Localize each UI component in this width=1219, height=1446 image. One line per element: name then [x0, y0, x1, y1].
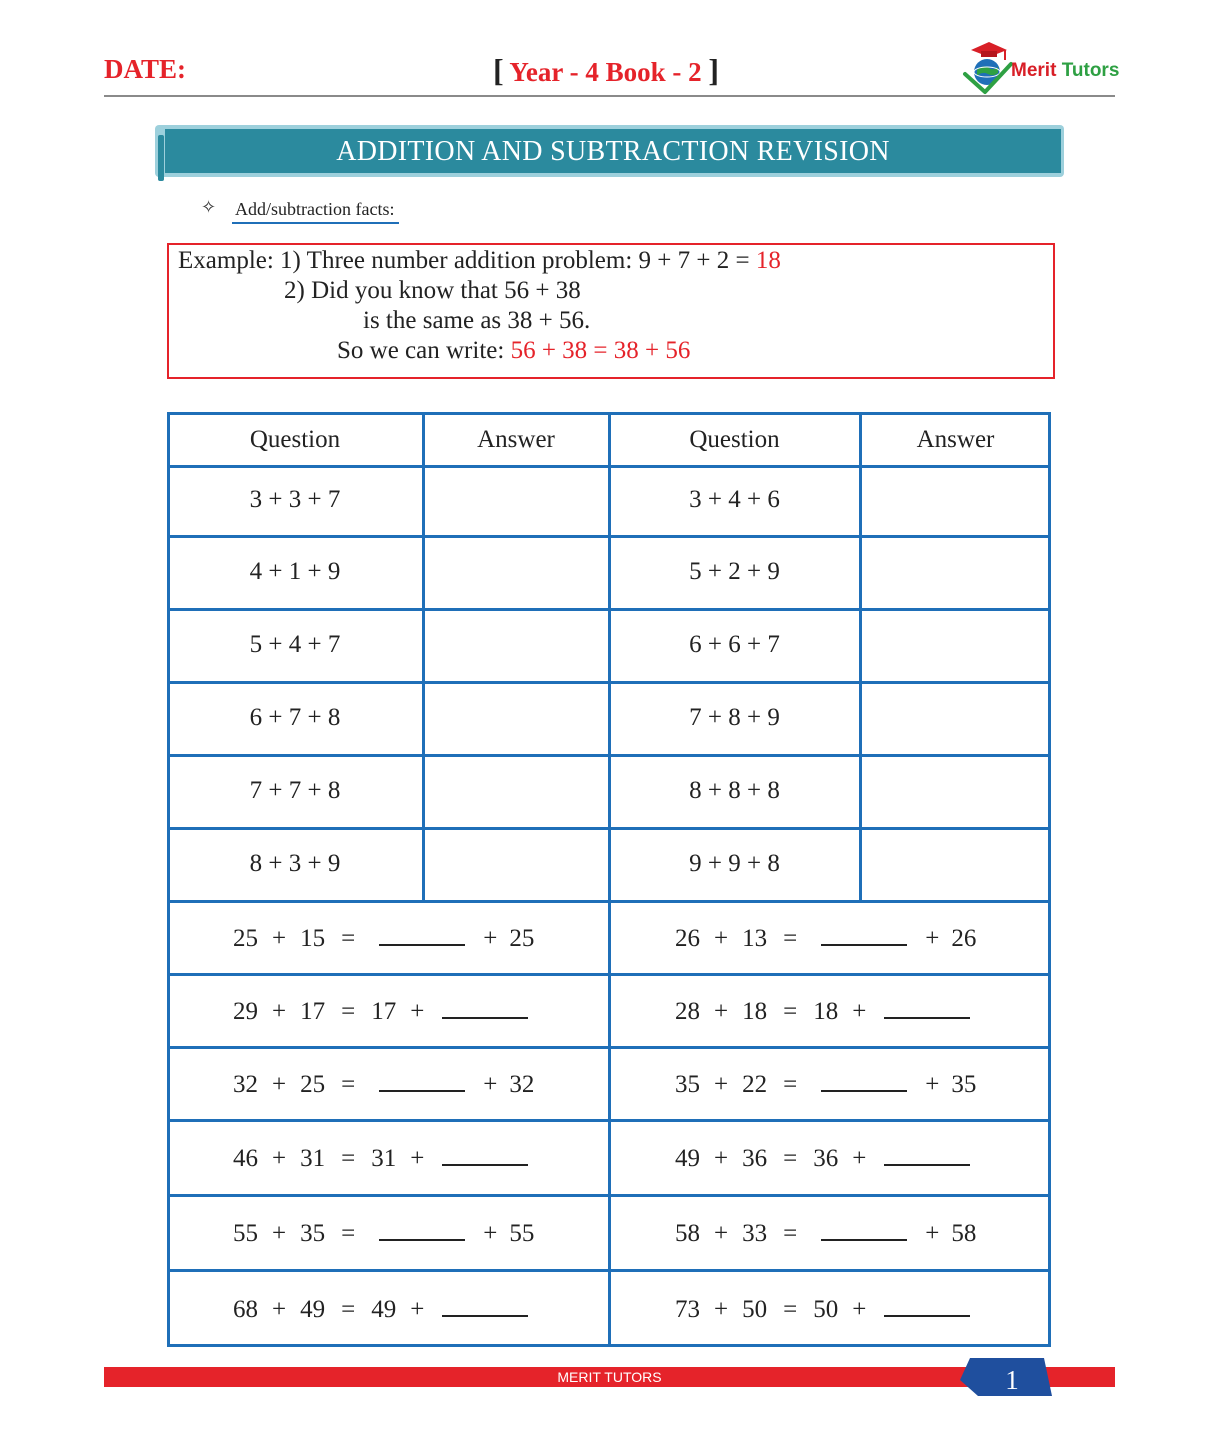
addend: 36: [813, 1144, 839, 1172]
addend: 26: [951, 924, 977, 952]
addend: 15: [300, 924, 326, 952]
answer-cell[interactable]: [425, 538, 608, 607]
addend: 50: [813, 1295, 839, 1323]
table-header-answer: Answer: [477, 426, 555, 453]
answer-cell[interactable]: [425, 684, 608, 753]
answer-cell[interactable]: [862, 830, 1050, 899]
date-label: DATE:: [104, 54, 187, 84]
addend: 25: [233, 924, 258, 952]
answer-cell[interactable]: [425, 611, 608, 680]
answer-blank[interactable]: [821, 922, 907, 946]
question-cell: 5 + 2 + 9: [689, 557, 780, 585]
commutative-equation: [233, 922, 534, 953]
addend: 25: [300, 1070, 326, 1098]
equals-sign: =: [783, 1219, 798, 1247]
answer-blank[interactable]: [821, 1217, 907, 1241]
bullet-star-icon: ✧: [201, 197, 217, 217]
example-line-1-text: Example: 1) Three number addition problem: 9 + 7 + 2 =: [178, 247, 756, 274]
question-cell: 8 + 8 + 8: [689, 776, 780, 804]
plus-sign: +: [714, 1144, 729, 1172]
example-line-4-answer: 56 + 38 = 38 + 56: [510, 337, 691, 364]
page-number: 1: [1005, 1365, 1019, 1395]
question-cell: 4 + 1 + 9: [249, 557, 341, 585]
header-divider: [104, 95, 1115, 97]
section-banner-title: ADDITION AND SUBTRACTION REVISION: [165, 129, 1061, 173]
addend: 22: [742, 1070, 768, 1098]
logo-word-tutors: Tutors: [1061, 60, 1120, 81]
commutative-equation: [675, 1217, 976, 1248]
plus-sign: +: [925, 1070, 940, 1098]
answer-blank[interactable]: [379, 1068, 465, 1092]
addend: 33: [742, 1219, 768, 1247]
commutative-equation: [675, 1142, 970, 1173]
addend: 73: [675, 1295, 700, 1323]
addend: 17: [371, 997, 397, 1025]
addend: 18: [742, 997, 768, 1025]
equals-sign: =: [341, 924, 356, 952]
addend: 58: [675, 1219, 700, 1247]
logo-text: [1011, 60, 1119, 82]
page-number-badge: [960, 1358, 1052, 1396]
addend: 29: [233, 997, 258, 1025]
graduation-globe-icon: [961, 40, 1013, 96]
answer-blank[interactable]: [884, 1293, 970, 1317]
answer-cell[interactable]: [425, 757, 608, 826]
equals-sign: =: [341, 1219, 356, 1247]
bracket-close: ]: [708, 52, 720, 88]
question-cell: 9 + 9 + 8: [689, 849, 780, 877]
addend: 35: [300, 1219, 326, 1247]
addend: 31: [300, 1144, 326, 1172]
footer-brand: MERIT TUTORS: [557, 1369, 662, 1385]
plus-sign: +: [272, 1070, 287, 1098]
question-cell: 7 + 7 + 8: [249, 776, 341, 804]
table-header-question: Question: [249, 426, 341, 453]
equals-sign: =: [783, 1070, 798, 1098]
addend: 58: [951, 1219, 977, 1247]
addend: 25: [509, 924, 535, 952]
commutative-equation: [675, 1293, 970, 1324]
section-subtitle: Add/subtraction facts:: [235, 199, 395, 219]
answer-blank[interactable]: [379, 1217, 465, 1241]
answer-blank[interactable]: [442, 995, 528, 1019]
commutative-equation: [233, 1217, 534, 1248]
example-line-4-text: So we can write:: [337, 337, 511, 364]
commutative-equation: [233, 995, 528, 1026]
plus-sign: +: [272, 997, 287, 1025]
equals-sign: =: [341, 1144, 356, 1172]
addend: 49: [371, 1295, 397, 1323]
example-line-1-answer: 18: [755, 247, 781, 274]
table-column-divider: [608, 901, 611, 1347]
addend: 32: [233, 1070, 258, 1098]
plus-sign: +: [925, 924, 940, 952]
plus-sign: +: [410, 1295, 425, 1323]
question-cell: 5 + 4 + 7: [249, 630, 341, 658]
equals-sign: =: [341, 997, 356, 1025]
answer-cell[interactable]: [425, 468, 608, 534]
addend: 55: [509, 1219, 535, 1247]
logo-word-merit: Merit: [1011, 60, 1057, 81]
addend: 68: [233, 1295, 258, 1323]
addend: 49: [675, 1144, 700, 1172]
answer-cell[interactable]: [425, 830, 608, 899]
addend: 18: [813, 997, 839, 1025]
addend: 26: [675, 924, 700, 952]
addend: 46: [233, 1144, 258, 1172]
addend: 31: [371, 1144, 397, 1172]
plus-sign: +: [272, 1219, 287, 1247]
bracket-open: [: [493, 52, 504, 88]
table-header-answer: Answer: [916, 426, 995, 453]
answer-blank[interactable]: [442, 1293, 528, 1317]
commutative-equation: [675, 995, 970, 1026]
equals-sign: =: [341, 1295, 356, 1323]
addend: 17: [300, 997, 326, 1025]
example-line-4: [337, 337, 690, 365]
addend: 55: [233, 1219, 258, 1247]
plus-sign: +: [272, 924, 287, 952]
book-title: [493, 52, 719, 89]
answer-cell[interactable]: [862, 538, 1050, 607]
equals-sign: =: [783, 1144, 798, 1172]
addend: 50: [742, 1295, 768, 1323]
answer-cell[interactable]: [862, 611, 1050, 680]
answer-cell[interactable]: [862, 757, 1050, 826]
plus-sign: +: [410, 997, 425, 1025]
commutative-equation: [675, 922, 976, 953]
addend: 35: [951, 1070, 977, 1098]
addend: 32: [509, 1070, 535, 1098]
question-cell: 6 + 6 + 7: [689, 630, 780, 658]
question-cell: 3 + 4 + 6: [689, 486, 780, 513]
plus-sign: +: [272, 1295, 287, 1323]
question-cell: 6 + 7 + 8: [249, 703, 341, 731]
addend: 35: [675, 1070, 700, 1098]
plus-sign: +: [714, 1070, 729, 1098]
question-cell: 8 + 3 + 9: [249, 849, 341, 877]
answer-cell[interactable]: [862, 684, 1050, 753]
equals-sign: =: [341, 1070, 356, 1098]
addend: 13: [742, 924, 768, 952]
equals-sign: =: [783, 997, 798, 1025]
plus-sign: +: [852, 997, 867, 1025]
answer-cell[interactable]: [862, 468, 1050, 534]
plus-sign: +: [714, 1295, 729, 1323]
equals-sign: =: [783, 1295, 798, 1323]
plus-sign: +: [483, 1070, 498, 1098]
answer-blank[interactable]: [821, 1068, 907, 1092]
commutative-equation: [233, 1068, 534, 1099]
addend: 49: [300, 1295, 326, 1323]
table-header-question: Question: [689, 426, 780, 453]
addend: 28: [675, 997, 700, 1025]
plus-sign: +: [714, 924, 729, 952]
answer-blank[interactable]: [884, 1142, 970, 1166]
plus-sign: +: [714, 997, 729, 1025]
example-line-3: is the same as 38 + 56.: [363, 307, 591, 334]
example-line-2: 2) Did you know that 56 + 38: [284, 277, 581, 304]
plus-sign: +: [714, 1219, 729, 1247]
commutative-equation: [233, 1293, 528, 1324]
plus-sign: +: [852, 1295, 867, 1323]
example-line-1: [178, 247, 781, 275]
merit-tutors-logo: [961, 40, 1121, 96]
answer-blank[interactable]: [442, 1142, 528, 1166]
commutative-equation: [233, 1142, 528, 1173]
plus-sign: +: [925, 1219, 940, 1247]
banner-tab: [158, 135, 164, 181]
plus-sign: +: [483, 1219, 498, 1247]
question-cell: 7 + 8 + 9: [689, 703, 780, 731]
commutative-equation: [675, 1068, 976, 1099]
book-title-text: Year - 4 Book - 2: [509, 57, 702, 87]
plus-sign: +: [410, 1144, 425, 1172]
answer-blank[interactable]: [884, 995, 970, 1019]
subtitle-underline: [232, 222, 399, 224]
equals-sign: =: [783, 924, 798, 952]
question-cell: 3 + 3 + 7: [249, 486, 341, 513]
plus-sign: +: [483, 924, 498, 952]
plus-sign: +: [852, 1144, 867, 1172]
addend: 36: [742, 1144, 768, 1172]
plus-sign: +: [272, 1144, 287, 1172]
answer-blank[interactable]: [379, 922, 465, 946]
